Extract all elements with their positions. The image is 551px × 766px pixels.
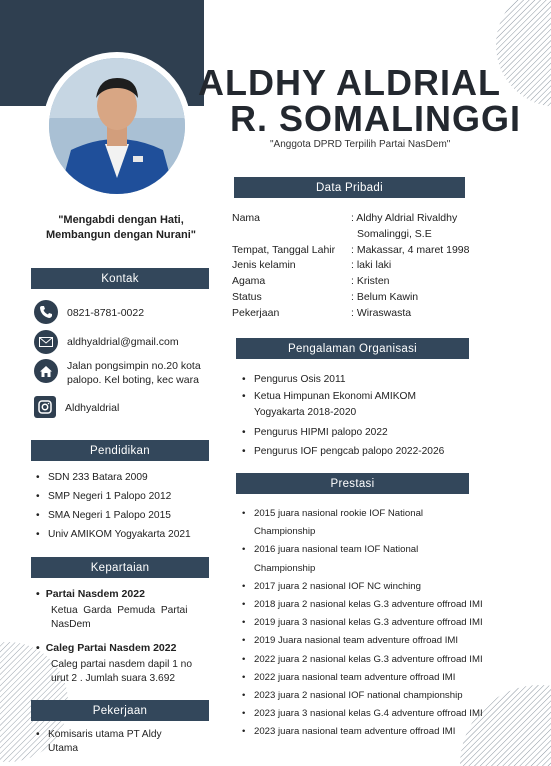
party-desc-2 — [51, 658, 211, 686]
achievement-item — [240, 541, 483, 577]
achievement-item: • 2022 juara nasional team adventure offroad IMI — [240, 669, 483, 687]
instagram-handle: Aldhyaldrial — [65, 402, 120, 414]
contact-email — [34, 330, 179, 354]
address-text — [67, 359, 201, 387]
organization-item: • Pengurus HIPMI palopo 2022 — [240, 423, 444, 442]
email-address: aldhyaldrial@gmail.com — [67, 336, 179, 348]
party-desc-1-line-1: Ketua Garda Pemuda Partai — [51, 605, 188, 616]
contact-phone — [34, 300, 144, 324]
label-agama: Agama — [232, 275, 266, 288]
name-line-1: ALDHY ALDRIAL — [198, 62, 501, 103]
organization-line-1: • Ketua Himpunan Ekonomi AMIKOM — [254, 391, 416, 402]
address-line-1: Jalan pongsimpin no.20 kota — [67, 360, 201, 372]
motto-line-2: Membangun dengan Nurani" — [45, 229, 197, 241]
achievement-item: • 2022 juara 2 nasional kelas G.3 adventure offroad IMI — [240, 651, 483, 669]
section-data-pribadi: Data Pribadi — [234, 177, 465, 198]
organization-line-2: Yogyakarta 2018-2020 — [254, 407, 357, 418]
contact-address — [34, 359, 201, 387]
achievement-item: • 2019 juara 3 nasional kelas G.3 adventure offroad IMI — [240, 614, 483, 632]
motto-line-1: "Mengabdi dengan Hati, — [58, 214, 184, 226]
tagline: "Anggota DPRD Terpilih Partai NasDem" — [270, 139, 451, 150]
value-status: : Belum Kawin — [351, 290, 419, 303]
section-pekerjaan: Pekerjaan — [31, 700, 209, 721]
education-item: • SMA Negeri 1 Palopo 2015 — [34, 506, 191, 525]
education-list — [34, 468, 191, 544]
phone-number: 0821-8781-0022 — [67, 307, 145, 319]
job-line-2: Utama — [48, 743, 79, 754]
party-title-2: • Caleg Partai Nasdem 2022 — [36, 642, 176, 654]
party-desc-2-line-2: urut 2 . Jumlah suara 3.692 — [51, 673, 176, 684]
value-pekerjaan: : Wiraswasta — [351, 306, 412, 319]
profile-photo — [49, 58, 185, 194]
section-pengalaman: Pengalaman Organisasi — [236, 338, 469, 359]
home-icon — [34, 359, 58, 383]
personal-labels — [232, 211, 335, 322]
party-desc-1 — [51, 604, 207, 632]
label-ttl: Tempat, Tanggal Lahir — [232, 243, 336, 256]
achievement-item: • 2017 juara 2 nasional IOF NC winching — [240, 578, 483, 596]
achievement-item: • 2019 Juara nasional team adventure offroad IMI — [240, 632, 483, 650]
value-jenis-kelamin: : laki laki — [351, 259, 392, 272]
education-item: • Univ AMIKOM Yogyakarta 2021 — [34, 525, 191, 544]
section-prestasi: Prestasi — [236, 473, 469, 494]
party-title-1: • Partai Nasdem 2022 — [36, 588, 145, 600]
organization-list — [240, 370, 444, 461]
achievement-item: • 2023 juara nasional team adventure offroad IMI — [240, 723, 483, 741]
personal-values — [351, 211, 469, 322]
job-line-1: • Komisaris utama PT Aldy — [48, 729, 162, 740]
address-line-2: palopo. Kel boting, kec wara — [67, 374, 199, 386]
contact-instagram — [34, 396, 119, 418]
label-jenis-kelamin: Jenis kelamin — [232, 259, 296, 272]
achievement-line-2: Championship — [254, 562, 316, 574]
education-item: • SDN 233 Batara 2009 — [34, 468, 191, 487]
organization-item: • Pengurus IOF pengcab palopo 2022-2026 — [240, 442, 444, 461]
achievement-item: • 2023 juara 3 nasional kelas G.4 adventure offroad IMI — [240, 705, 483, 723]
achievement-item: • 2018 juara 2 nasional kelas G.3 adventure offroad IMI — [240, 596, 483, 614]
achievement-list — [240, 505, 483, 742]
organization-item: • Pengurus Osis 2011 — [240, 370, 444, 389]
achievement-item: • 2023 juara 2 nasional IOF national championship — [240, 687, 483, 705]
email-icon — [34, 330, 58, 354]
achievement-line-1: • 2015 juara nasional rookie IOF National — [254, 508, 424, 519]
section-pendidikan: Pendidikan — [31, 440, 209, 461]
value-agama: : Kristen — [351, 275, 390, 288]
label-status: Status — [232, 290, 262, 303]
education-item: • SMP Negeri 1 Palopo 2012 — [34, 487, 191, 506]
name-line-2: R. SOMALINGGI — [230, 98, 521, 139]
section-kepartaian: Kepartaian — [31, 557, 209, 578]
party-desc-1-line-2: NasDem — [51, 619, 91, 630]
achievement-item — [240, 505, 483, 541]
value-nama: : Aldhy Aldrial Rivaldhy — [351, 212, 458, 224]
value-nama-2: Somalinggi, S.E — [357, 227, 432, 240]
jobs-list — [34, 728, 162, 756]
organization-item — [240, 389, 444, 421]
label-nama: Nama — [232, 212, 261, 224]
label-pekerjaan: Pekerjaan — [232, 306, 280, 319]
value-ttl: : Makassar, 4 maret 1998 — [351, 243, 470, 256]
job-item — [34, 728, 162, 756]
motto-quote — [26, 213, 216, 243]
section-kontak: Kontak — [31, 268, 209, 289]
party-desc-2-line-1: Caleg partai nasdem dapil 1 no — [51, 659, 193, 670]
achievement-line-1: • 2016 juara nasional team IOF National — [254, 544, 419, 556]
instagram-icon — [34, 396, 56, 418]
achievement-line-2: Championship — [254, 526, 316, 538]
phone-icon — [34, 300, 58, 324]
